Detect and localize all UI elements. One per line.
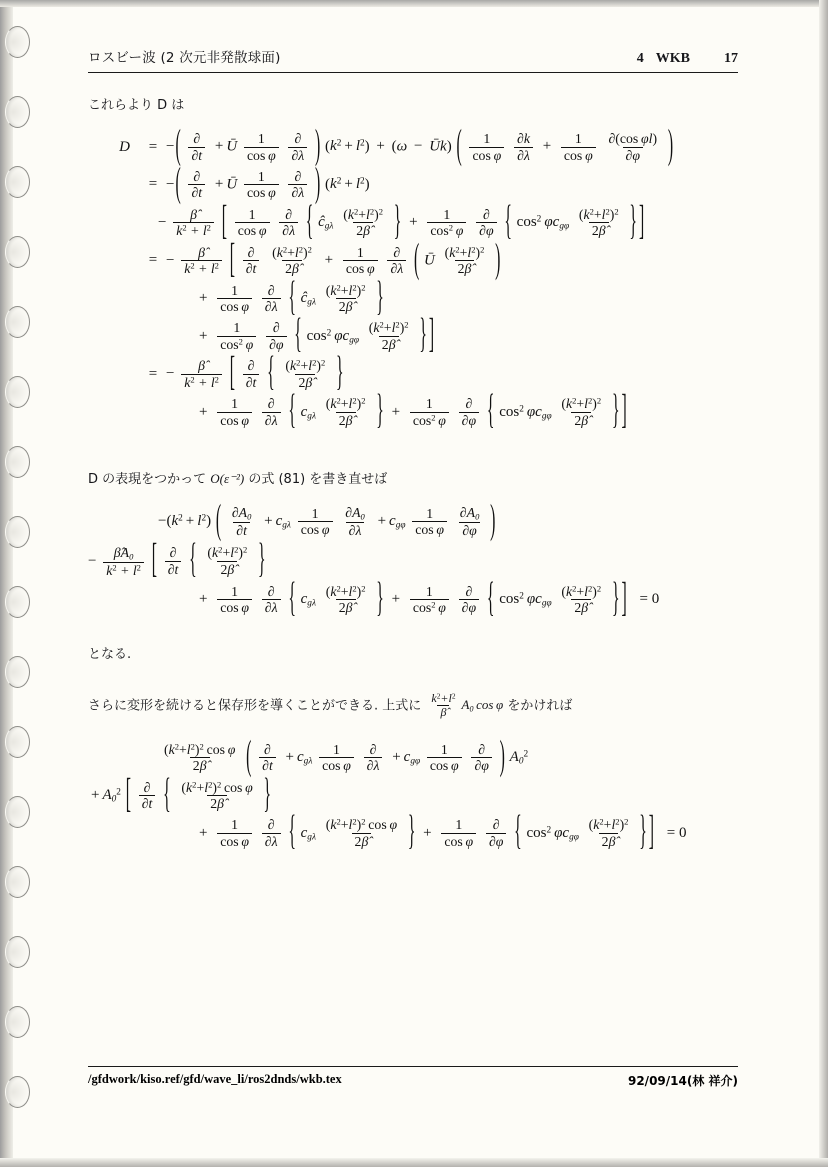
punch-hole <box>5 1076 30 1108</box>
equation-rhs: −( $\frac{\partial}{\partial t}$ + Ū $\frac{1}{\text{cos φ}}$ $\frac{\partial}{\partial\lambda}$ ) $(k^2 + l^2) + (\omega$ − Ūk) ( $\frac{1}{\text{cos φ}}$ $\frac{\partial k}{\partial\lambda}$ + $\frac{1}{\text{cos φ}}$ $\frac{\text{∂(cos φl)}}{\partial\varphi}$ ) <box>166 123 674 168</box>
equation-rhs: − $\frac{\betâ}{k^2 + l^2}$ [ $\frac{\partial}{\partial t}$ $\frac{(k^2+l^2)^2}{2\betâ}$ + $\frac{1}{\text{cos φ}}$ $\frac{\partial}{\partial\lambda}$ ( Ū $\frac{(k^2+l^2)^2}{2\betâ}$ ) <box>166 237 501 282</box>
equation-rhs: + $\frac{1}{\text{cos φ}}$ $\frac{\partial}{\partial\lambda}$ { $c_{g\lambda}$ $\frac{(k^2+l^2)^2 \cos \varphi}{2\betâ}$ } + $\frac{1}{\text{cos φ}}$ $\frac{\partial}{\partial\varphi}$ { $\cos^2 \varphi c_{g\varphi}$ $\frac{(k^2+l^2)^2}{2\betâ}$ } ] = 0 <box>199 810 687 855</box>
header-section-name: WKB <box>655 51 690 66</box>
paragraph-2-post: の式 (81) を書き直せば <box>244 472 388 488</box>
equation-relation: = <box>148 176 158 193</box>
punch-hole <box>5 656 30 688</box>
equation-rhs: − $\frac{\betâ}{k^2 + l^2}$ [ $\frac{1}{\text{cos φ}}$ $\frac{\partial}{\partial\lambda}$ { $ĉ_{g\lambda}$ $\frac{(k^2+l^2)^2}{2\betâ}$ } + $\frac{1}{\cos^2 \varphi}$ $\frac{\partial}{\partial\varphi}$ { $\cos^2 \varphi c_{g\varphi}$ $\frac{(k^2+l^2)^2}{2\betâ}$ } ] <box>158 199 645 244</box>
paragraph-3: となる. <box>88 646 132 662</box>
header-title: ロスビー波 (2 次元非発散球面) <box>88 50 281 66</box>
equation-row <box>88 350 738 396</box>
page-right-edge <box>819 0 828 1167</box>
paragraph-2-math: O(ε⁻²) <box>210 471 245 487</box>
equation-block-D <box>88 123 738 433</box>
punch-hole <box>5 796 30 828</box>
punch-hole <box>5 446 30 478</box>
header-section-number: 4 <box>636 51 644 66</box>
punch-holes <box>5 18 35 1138</box>
paragraph-2 <box>88 468 738 491</box>
punch-hole <box>5 306 30 338</box>
punch-hole <box>5 516 30 548</box>
header-right <box>637 51 738 67</box>
punch-hole <box>5 96 30 128</box>
equation-row <box>88 275 738 320</box>
punch-hole <box>5 166 30 198</box>
page-top-edge <box>0 0 828 7</box>
page-header <box>88 46 738 73</box>
footer-date: 92/09/14(林 祥介) <box>627 1074 738 1088</box>
page-bottom-edge <box>0 1158 828 1167</box>
equation-relation: = <box>148 138 158 155</box>
equation-rhs: $\frac{(k^2+l^2)^2 \cos \varphi}{2\betâ}$ ( $\frac{\partial}{\partial t}$ + $c_{g\lambda}$ $\frac{1}{\text{cos φ}}$ $\frac{\partial}{\partial\lambda}$ + $c_{g\varphi}$ $\frac{1}{\text{cos φ}}$ $\frac{\partial}{\partial\varphi}$ ) $A_0^2$ <box>164 734 529 779</box>
equation-row <box>88 498 738 543</box>
page-content <box>88 46 738 855</box>
equation-rhs: −( $\frac{\partial}{\partial t}$ + Ū $\frac{1}{\text{cos φ}}$ $\frac{\partial}{\partial\lambda}$ ) $(k^2 + l^2)$ <box>166 161 370 206</box>
equation-rhs: + $\frac{1}{\cos^2 \varphi}$ $\frac{\partial}{\partial\varphi}$ { $\cos^2 \varphi c_{g\varphi}$ $\frac{(k^2+l^2)^2}{2\betâ}$ } ] <box>199 313 435 358</box>
header-page-number: 17 <box>724 51 738 66</box>
equation-row <box>88 123 738 168</box>
equation-row <box>88 237 738 282</box>
punch-hole <box>5 236 30 268</box>
footer-file-path: /gfdwork/kiso.ref/gfd/wave_li/ros2dnds/wkb.tex <box>88 1072 342 1086</box>
equation-equals-zero: = 0 <box>666 824 687 841</box>
paragraph-4-pre: さらに変形を続けると保存形を導くことができる. 上式に <box>88 698 426 714</box>
punch-hole <box>5 1006 30 1038</box>
punch-hole <box>5 26 30 58</box>
punch-hole <box>5 726 30 758</box>
equation-block-A0 <box>88 498 738 621</box>
equation-row <box>88 388 738 433</box>
equation-row <box>88 199 738 244</box>
page-footer <box>88 1066 738 1089</box>
punch-hole <box>5 376 30 408</box>
equation-rhs: + $A_0^2$ [ $\frac{\partial}{\partial t}$ { $\frac{(k^2+l^2)^2 \cos \varphi}{2\betâ}$ } <box>91 772 272 817</box>
inline-math: $A_0$ cos φ <box>461 697 504 714</box>
equation-rhs: + $\frac{1}{\text{cos φ}}$ $\frac{\partial}{\partial\lambda}$ { $c_{g\lambda}$ $\frac{(k^2+l^2)^2}{2\betâ}$ } + $\frac{1}{\cos^2 \varphi}$ $\frac{\partial}{\partial\varphi}$ { $\cos^2 \varphi c_{g\varphi}$ $\frac{(k^2+l^2)^2}{2\betâ}$ } ] = 0 <box>199 576 660 621</box>
punch-hole <box>5 936 30 968</box>
equation-rhs: $-(k^2 + l^2)$ ( $\frac{\partial A_0}{\partial t}$ + $c_{g\lambda}$ $\frac{1}{\text{cos φ}}$ $\frac{\partial A_0}{\partial\lambda}$ + $c_{g\varphi}$ $\frac{1}{\text{cos φ}}$ $\frac{\partial A_0}{\partial\varphi}$ ) <box>158 498 496 543</box>
equation-lhs: D <box>119 138 130 155</box>
equation-rhs: + $\frac{1}{\text{cos φ}}$ $\frac{\partial}{\partial\lambda}$ { $ĉ_{g\lambda}$ $\frac{(k^2+l^2)^2}{2\betâ}$ } <box>199 275 384 320</box>
equation-row <box>88 810 738 855</box>
punch-hole <box>5 866 30 898</box>
paragraph-4-post: をかければ <box>503 698 573 714</box>
equation-row <box>88 313 738 358</box>
equation-relation: = <box>148 365 158 382</box>
paragraph-4 <box>88 692 738 720</box>
paragraph-2-pre: D の表現をつかって <box>88 472 211 488</box>
equation-row <box>88 161 738 206</box>
paragraph-1: これらより D は <box>88 98 185 113</box>
equation-relation: = <box>148 252 158 269</box>
equation-block-conservation <box>88 734 738 855</box>
equation-rhs: − $\frac{\betâ}{k^2 + l^2}$ [ $\frac{\partial}{\partial t}$ { $\frac{(k^2+l^2)^2}{2\betâ}$ } <box>166 350 344 396</box>
inline-fraction: $\frac{k^2+l^2}{\betâ}$ <box>431 690 456 720</box>
equation-row <box>88 772 738 817</box>
equation-row <box>88 537 738 583</box>
equation-equals-zero: = 0 <box>639 591 660 608</box>
equation-rhs: − $\frac{\betâA_0}{k^2 + l^2}$ [ $\frac{\partial}{\partial t}$ { $\frac{(k^2+l^2)^2}{2\betâ}$ } <box>88 537 266 583</box>
punch-hole <box>5 586 30 618</box>
equation-row <box>88 576 738 621</box>
equation-rhs: + $\frac{1}{\text{cos φ}}$ $\frac{\partial}{\partial\lambda}$ { $c_{g\lambda}$ $\frac{(k^2+l^2)^2}{2\betâ}$ } + $\frac{1}{\cos^2 \varphi}$ $\frac{\partial}{\partial\varphi}$ { $\cos^2 \varphi c_{g\varphi}$ $\frac{(k^2+l^2)^2}{2\betâ}$ } ] <box>199 388 627 433</box>
equation-row <box>88 734 738 779</box>
